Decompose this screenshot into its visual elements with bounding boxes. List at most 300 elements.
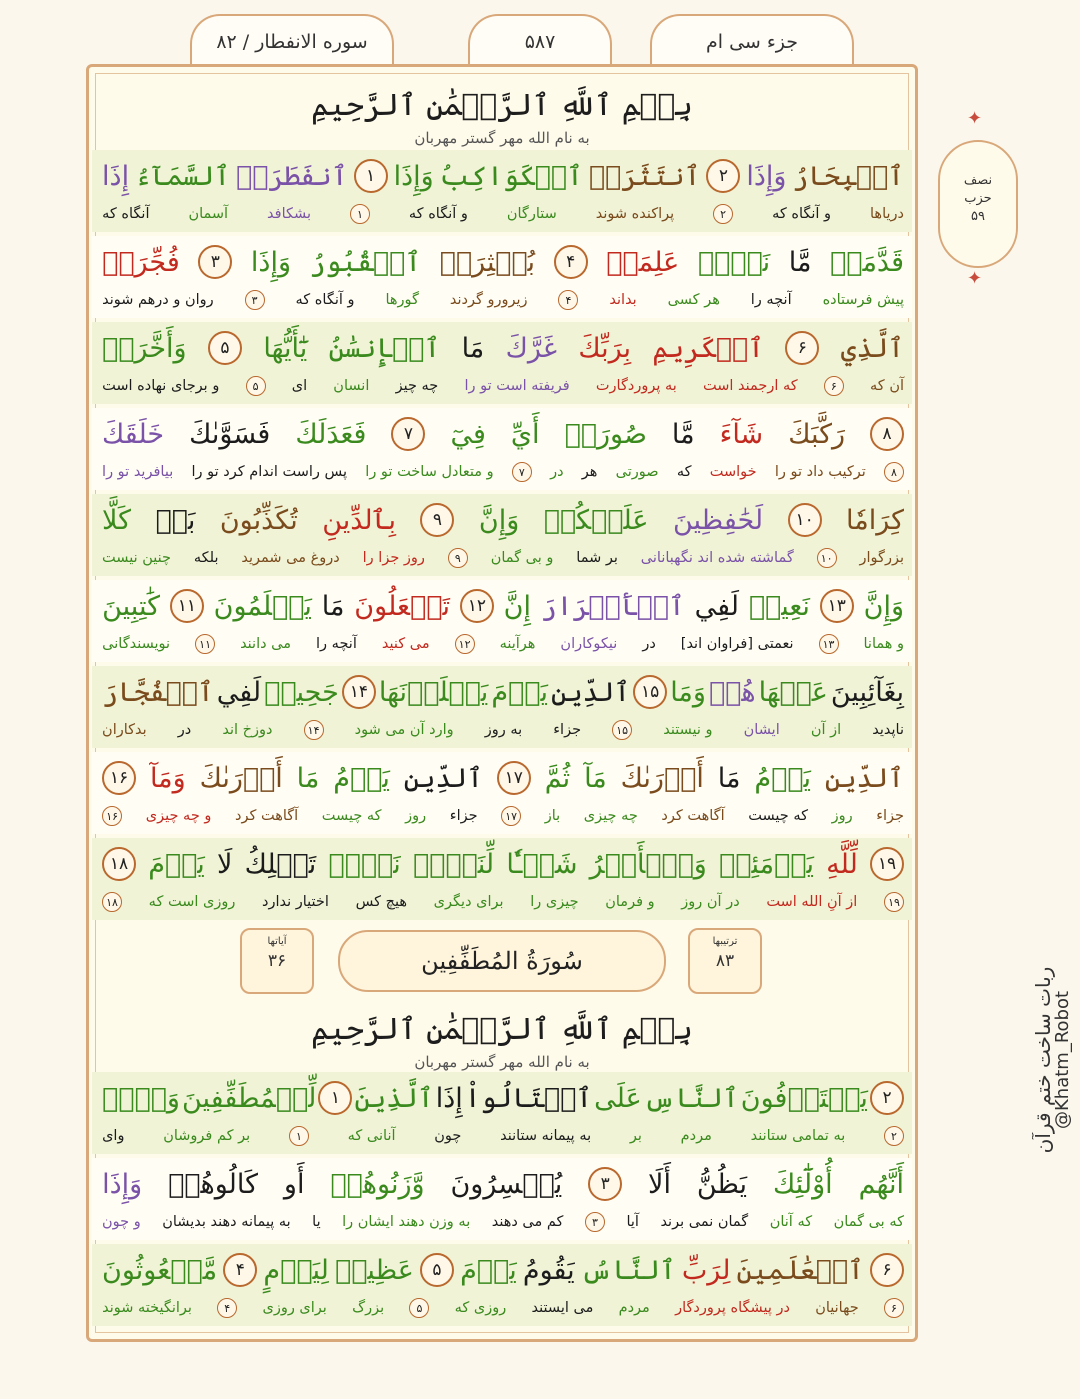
arabic-word: أَو <box>283 1168 305 1200</box>
arabic-word: تَفۡعَلُونَ <box>354 590 450 622</box>
arabic-word: بِرَبِّكَ <box>578 332 632 364</box>
translation-word: چون <box>434 1128 462 1144</box>
arabic-word: صُورَةٖ <box>564 418 647 450</box>
translation-word: نویسندگانی <box>102 636 171 652</box>
arabic-word: وَٱلۡأَمۡرُ <box>589 848 707 880</box>
arabic-word: إِذَا <box>435 1082 463 1114</box>
arabic-word: ٱلنَّاسِ <box>643 1082 739 1114</box>
translation-word: و آنگاه که <box>772 206 832 222</box>
translation-word: بر شما <box>576 550 618 566</box>
translation-word: به روز <box>484 722 523 738</box>
translation-word: هر <box>581 464 598 480</box>
arabic-word: جَحِيمٖ <box>264 676 339 708</box>
translation-word: برای روزی <box>262 1300 327 1316</box>
verse-number-marker: ۴ <box>554 245 588 279</box>
arabic-word: عَنۡهَا <box>758 676 828 708</box>
arabic-word: مَّبۡعُوثُونَ <box>102 1254 218 1286</box>
verse-number-marker: ۱۷ <box>497 761 531 795</box>
arabic-word: مَا <box>321 590 345 622</box>
verse-number-marker-small: ۹ <box>448 548 468 568</box>
bismillah-arabic: بِسۡمِ ٱللَّهِ ٱلرَّحۡمَٰنِ ٱلرَّحِيمِ <box>311 1012 693 1047</box>
translation-word: دروغ می شمرید <box>241 550 340 566</box>
translation-word: به پروردگارت <box>595 378 677 394</box>
translation-word: زیرورو گردند <box>449 292 528 308</box>
hizb-line2: حزب <box>964 191 992 206</box>
verse-number-marker-small: ۷ <box>512 462 532 482</box>
arabic-word: بُعۡثِرَتۡ <box>439 246 536 278</box>
translation-line <box>102 630 904 658</box>
arabic-word: تَمۡلِكُ <box>244 848 317 880</box>
arabic-word: مَا <box>461 332 485 364</box>
translation-word: بیافرید تو را <box>102 464 174 480</box>
translation-word: گماشته شده اند نگهبانانی <box>640 550 794 566</box>
translation-line <box>102 1208 904 1236</box>
verse-row <box>92 236 912 318</box>
verse-number-marker-small: ۲ <box>884 1126 904 1146</box>
translation-word: بشکافد <box>267 206 311 222</box>
translation-word: که آنان <box>769 1214 813 1230</box>
arabic-word: ٱلدِّينِ <box>551 676 631 708</box>
verse-row <box>92 494 912 576</box>
translation-word: یا <box>312 1214 321 1230</box>
translation-word: فریفته است تو را <box>464 378 570 394</box>
translation-word: ترکیب داد تو را <box>774 464 866 480</box>
translation-word: هر کسی <box>667 292 720 308</box>
surah-ayat-number: ۳۶ <box>267 951 287 971</box>
arabic-word: كِرَامٗا <box>846 504 904 536</box>
translation-word: در <box>177 722 192 738</box>
verse-number-marker: ۱۲ <box>460 589 494 623</box>
translation-word: و بی گمان <box>490 550 554 566</box>
translation-line <box>102 458 904 486</box>
translation-word: و نیستند <box>663 722 713 738</box>
verse-number-marker-small: ۲ <box>713 204 733 224</box>
surah-name: سُورَةُ المُطَفِّفِين <box>338 930 666 992</box>
arabic-word: كَٰتِبِينَ <box>102 590 160 622</box>
arabic-word: تُكَذِّبُونَ <box>219 504 298 536</box>
translation-word: و چه چیزی <box>145 808 212 824</box>
arabic-word: أَلَا <box>648 1168 671 1200</box>
arabic-word: لَفِي <box>216 676 262 708</box>
arabic-word: وَإِنَّ <box>863 590 904 622</box>
translation-word: روز <box>405 808 427 824</box>
translation-word: جزاء <box>876 808 904 824</box>
hizb-line1: نصف <box>963 173 993 188</box>
watermark-handle: @Khatm_Robot <box>1052 990 1072 1130</box>
surah-order-number: ۸۳ <box>715 951 735 971</box>
translation-word: دریاها <box>870 206 904 222</box>
arabic-word: يَسۡتَوۡفُونَ <box>740 1082 868 1114</box>
watermark-side <box>1032 840 1072 1280</box>
arabic-line <box>102 1160 904 1208</box>
translation-word: که ارجمند است <box>702 378 798 394</box>
arabic-word: وَمَا <box>670 676 706 708</box>
translation-word: جزاء <box>449 808 478 824</box>
verse-row <box>92 408 912 490</box>
translation-word: وای <box>102 1128 125 1144</box>
translation-word: به پیمانه ستانند <box>500 1128 592 1144</box>
verse-row <box>92 752 912 834</box>
bismillah-block <box>90 84 914 148</box>
translation-word: و برجای نهاده است <box>102 378 220 394</box>
ornament-icon: ✦ <box>967 268 983 289</box>
translation-word: آنانی که <box>347 1128 396 1144</box>
translation-word: پس راست اندام کرد تو را <box>191 464 348 480</box>
arabic-word: ٱلَّذِي <box>840 332 904 364</box>
translation-word: مردم <box>618 1300 650 1316</box>
translation-word: و آنگاه که <box>295 292 355 308</box>
translation-line <box>102 888 904 916</box>
arabic-word: يَوۡمَ <box>148 848 205 880</box>
verse-number-marker: ۶ <box>870 1253 904 1287</box>
translation-line <box>102 286 904 314</box>
arabic-word: يُخۡسِرُونَ <box>450 1168 563 1200</box>
arabic-word: إِذَا <box>102 160 130 192</box>
arabic-word: عَلَى <box>594 1082 642 1114</box>
arabic-word: أُوْلَٰٓئِكَ <box>772 1168 833 1200</box>
arabic-word: رَكَّبَكَ <box>788 418 845 450</box>
arabic-word: مَّا <box>671 418 695 450</box>
verse-number-marker-small: ۱۲ <box>455 634 475 654</box>
translation-word: روزی که <box>454 1300 507 1316</box>
arabic-word: وَإِذَا <box>393 160 434 192</box>
verse-number-marker-small: ۱ <box>289 1126 309 1146</box>
translation-word: هیچ کس <box>355 894 407 910</box>
arabic-word: نَفۡسٞ <box>328 848 401 880</box>
arabic-word: عَظِيمٖ <box>335 1254 414 1286</box>
translation-word: و فرمان <box>605 894 655 910</box>
verse-number-marker: ۱ <box>354 159 388 193</box>
surah-order-box <box>688 928 762 994</box>
translation-word: دوزخ اند <box>222 722 273 738</box>
translation-word: بزرگ <box>352 1300 385 1316</box>
translation-word: و متعادل ساخت تو را <box>365 464 494 480</box>
hizb-marker <box>938 140 1018 268</box>
arabic-word: لِّنَفۡسٖ <box>412 848 495 880</box>
arabic-word: وَإِذَا <box>102 1168 143 1200</box>
translation-line <box>102 1122 904 1150</box>
page-number-tab <box>468 14 612 68</box>
translation-word: و چون <box>102 1214 141 1230</box>
translation-word: برای دیگری <box>433 894 504 910</box>
translation-word: روز <box>831 808 853 824</box>
arabic-word: ٱلۡبِحَارُ <box>792 160 904 192</box>
translation-word: جزاء <box>553 722 582 738</box>
verse-number-marker: ۲ <box>706 159 740 193</box>
translation-word: خواست <box>709 464 757 480</box>
translation-word: انسان <box>333 378 370 394</box>
verse-number-marker-small: ۱۵ <box>612 720 632 740</box>
arabic-word: يَظُنُّ <box>696 1168 748 1200</box>
surah-ref-tab <box>190 14 394 68</box>
arabic-word: مَا <box>296 762 320 794</box>
arabic-word: يَوۡمَ <box>460 1254 517 1286</box>
arabic-word: مَآ <box>584 762 607 794</box>
verse-number-marker-small: ۴ <box>217 1298 237 1318</box>
surah-ref-label: سوره الانفطار / ۸۲ <box>216 31 368 53</box>
verse-number-marker: ۳ <box>198 245 232 279</box>
translation-word: روز جزا را <box>362 550 425 566</box>
translation-word: از آن <box>810 722 842 738</box>
translation-word: و همانا <box>863 636 904 652</box>
translation-word: ای <box>291 378 308 394</box>
arabic-word: شَآءَ <box>719 418 764 450</box>
arabic-word: يَعۡلَمُونَ <box>213 590 312 622</box>
verse-number-marker-small: ۸ <box>884 462 904 482</box>
arabic-line <box>102 1246 904 1294</box>
arabic-word: يَقُومُ <box>522 1254 575 1286</box>
translation-word: می کنید <box>381 636 430 652</box>
translation-word: در <box>550 464 564 480</box>
watermark-persian: ربات ساخت ختم قرآن <box>1032 966 1055 1154</box>
arabic-word: أَنَّهُم <box>858 1168 904 1200</box>
verse-number-marker-small: ۱۴ <box>304 720 324 740</box>
verse-number-marker: ۱۸ <box>102 847 136 881</box>
verse-number-marker-small: ۶ <box>824 376 844 396</box>
bismillah-arabic: بِسۡمِ ٱللَّهِ ٱلرَّحۡمَٰنِ ٱلرَّحِيمِ <box>311 88 693 123</box>
translation-word: که بی گمان <box>833 1214 904 1230</box>
bismillah-persian: به نام الله مهر گستر مهربان <box>414 1053 590 1071</box>
arabic-word: ٱنفَطَرَتۡ <box>236 160 348 192</box>
surah-header <box>210 922 790 1002</box>
arabic-word: ٱلۡإِنسَٰنُ <box>328 332 441 364</box>
arabic-word: بِٱلدِّينِ <box>322 504 396 536</box>
arabic-word: ٱلنَّاسُ <box>580 1254 676 1286</box>
translation-word: نیکوکاران <box>560 636 618 652</box>
translation-word: پراکنده شوند <box>595 206 675 222</box>
arabic-word: يَوۡمُ <box>754 762 811 794</box>
translation-word: باز <box>544 808 561 824</box>
arabic-line <box>102 840 904 888</box>
verse-number-marker-small: ۱۱ <box>195 634 215 654</box>
translation-word: چیزی را <box>530 894 579 910</box>
translation-word: پیش فرستاده <box>822 292 904 308</box>
translation-word: که چیست <box>321 808 382 824</box>
arabic-line <box>102 1074 904 1122</box>
verse-number-marker: ۳ <box>588 1167 622 1201</box>
ornament-icon: ✦ <box>967 108 983 129</box>
arabic-word: ٱلدِّينِ <box>403 762 483 794</box>
translation-word: آنگاه که <box>102 206 150 222</box>
translation-word: بر کم فروشان <box>163 1128 251 1144</box>
verse-number-marker-small: ۱۷ <box>501 806 521 826</box>
verse-number-marker: ۱۹ <box>870 847 904 881</box>
arabic-word: وَإِذَا <box>746 160 787 192</box>
arabic-word: فَعَدَلَكَ <box>295 418 367 450</box>
verse-number-marker-small: ۵ <box>409 1298 429 1318</box>
verse-number-marker: ۷ <box>391 417 425 451</box>
arabic-word: يَوۡمَ <box>491 676 548 708</box>
verse-row <box>92 322 912 404</box>
translation-word: صورتی <box>615 464 659 480</box>
translation-word: جهانیان <box>815 1300 859 1316</box>
arabic-word: قَدَّمَتۡ <box>830 246 904 278</box>
translation-line <box>102 802 904 830</box>
verse-row <box>92 666 912 748</box>
translation-word: که چیست <box>748 808 809 824</box>
arabic-word: هُمۡ <box>708 676 756 708</box>
translation-word: کم می دهند <box>491 1214 564 1230</box>
arabic-word: لِّلَّهِ <box>826 848 858 880</box>
arabic-word: أَدۡرَىٰكَ <box>620 762 704 794</box>
verse-number-marker: ۵ <box>208 331 242 365</box>
translation-line <box>102 716 904 744</box>
verse-number-marker-small: ۱۳ <box>819 634 839 654</box>
arabic-word: عَلِمَتۡ <box>606 246 680 278</box>
translation-word: در پیشگاه پروردگار <box>675 1300 790 1316</box>
arabic-word: لَحَٰفِظِينَ <box>672 504 764 536</box>
arabic-word: يَوۡمَئِذٖ <box>719 848 814 880</box>
translation-word: نعمتی [فراوان اند] <box>680 636 794 652</box>
verse-number-marker: ۵ <box>420 1253 454 1287</box>
verse-number-marker-small: ۱۸ <box>102 892 122 912</box>
translation-word: آنچه را <box>316 636 357 652</box>
translation-word: آنچه را <box>750 292 792 308</box>
translation-word: بزرگوار <box>859 550 904 566</box>
translation-word: بدکاران <box>102 722 147 738</box>
arabic-line <box>102 238 904 286</box>
hizb-line3: ۵۹ <box>971 209 985 224</box>
verse-number-marker: ۴ <box>223 1253 257 1287</box>
verse-number-marker: ۱۴ <box>342 675 376 709</box>
verse-number-marker: ۱ <box>318 1081 352 1115</box>
translation-word: هرآینه <box>499 636 536 652</box>
verse-number-marker-small: ۶ <box>884 1298 904 1318</box>
arabic-word: كَلَّا <box>102 504 132 536</box>
verse-number-marker-small: ۱۰ <box>817 548 837 568</box>
verse-number-marker: ۸ <box>870 417 904 451</box>
translation-word: ایشان <box>743 722 780 738</box>
arabic-word: ٱنتَثَرَتۡ <box>588 160 701 192</box>
verse-number-marker: ۱۵ <box>633 675 667 709</box>
arabic-line <box>102 410 904 458</box>
verse-number-marker: ۱۳ <box>820 589 854 623</box>
arabic-word: وَيۡلٞ <box>102 1082 180 1114</box>
verse-number-marker-small: ۱۹ <box>884 892 904 912</box>
translation-line <box>102 372 904 400</box>
arabic-word: وَإِذَا <box>250 246 291 278</box>
arabic-word: ٱلۡعَٰلَمِينَ <box>736 1254 864 1286</box>
translation-word: بلکه <box>193 550 219 566</box>
translation-word: آگاهت کرد <box>661 808 725 824</box>
translation-word: در آن روز <box>681 894 740 910</box>
translation-word: آن که <box>870 378 904 394</box>
translation-word: گورها <box>385 292 419 308</box>
translation-word: اختیار ندارد <box>262 894 329 910</box>
verse-row <box>92 1244 912 1326</box>
arabic-word: خَلَقَكَ <box>102 418 165 450</box>
arabic-word: نَفۡسٞ <box>697 246 771 278</box>
arabic-word: شَيۡـٔٗا <box>506 848 578 880</box>
translation-word: آسمان <box>188 206 229 222</box>
verse-row <box>92 150 912 232</box>
translation-word: به تمامی ستانند <box>750 1128 846 1144</box>
translation-word: روزی است که <box>148 894 236 910</box>
verse-number-marker: ۹ <box>420 503 454 537</box>
arabic-word: لَفِي <box>694 590 739 622</box>
arabic-word: ٱلۡكَوَاكِبُ <box>439 160 583 192</box>
arabic-word: أَيِّ <box>510 418 540 450</box>
arabic-word: وَإِنَّ <box>478 504 520 536</box>
arabic-word: لِّلۡمُطَفِّفِينَ <box>181 1082 317 1114</box>
arabic-word: ٱلسَّمَآءُ <box>135 160 231 192</box>
arabic-word: يَٰٓأَيُّهَا <box>263 332 308 364</box>
translation-word: چه چیزی <box>583 808 638 824</box>
arabic-line <box>102 152 904 200</box>
bismillah-persian: به نام الله مهر گستر مهربان <box>414 129 590 147</box>
arabic-word: وَمَآ <box>149 762 186 794</box>
arabic-word: إِنَّ <box>503 590 531 622</box>
translation-word: به پیمانه دهند بدیشان <box>162 1214 291 1230</box>
arabic-word: وَأَخَّرَتۡ <box>102 332 187 364</box>
watermark-svg <box>1032 840 1072 1280</box>
translation-line <box>102 200 904 228</box>
arabic-word: أَدۡرَىٰكَ <box>199 762 283 794</box>
translation-word: چه چیز <box>395 378 439 394</box>
arabic-word: لَا <box>217 848 233 880</box>
verse-number-marker-small: ۳ <box>585 1212 605 1232</box>
arabic-word: فَسَوَّىٰكَ <box>189 418 271 450</box>
arabic-word: بَلۡ <box>155 504 196 536</box>
arabic-line <box>102 324 904 372</box>
arabic-word: بِغَآئِبِينَ <box>830 676 904 708</box>
translation-line <box>102 544 904 572</box>
verse-number-marker-small: ۵ <box>246 376 266 396</box>
arabic-word: ٱلۡكَرِيمِ <box>652 332 764 364</box>
arabic-word: ٱلۡقُبُورُ <box>309 246 422 278</box>
juz-label: جزء سی ام <box>705 31 799 53</box>
verse-number-marker-small: ۴ <box>558 290 578 310</box>
bismillah-block-2 <box>90 1008 914 1072</box>
translation-word: بداند <box>609 292 637 308</box>
translation-word: چنین نیست <box>102 550 171 566</box>
translation-word: گمان نمی برند <box>660 1214 749 1230</box>
translation-word: و آنگاه که <box>408 206 468 222</box>
arabic-word: كَالُوهُمۡ <box>168 1168 258 1200</box>
arabic-word: مَّا <box>788 246 812 278</box>
translation-word: برانگیخته شوند <box>102 1300 192 1316</box>
arabic-word: عَلَيۡكُمۡ <box>543 504 649 536</box>
verse-row <box>92 1158 912 1240</box>
verse-number-marker: ۱۱ <box>170 589 204 623</box>
verse-row <box>92 838 912 920</box>
translation-word: می ایستند <box>531 1300 594 1316</box>
translation-word: ناپدید <box>872 722 904 738</box>
arabic-word: مَا <box>717 762 741 794</box>
translation-word: که <box>676 464 692 480</box>
arabic-line <box>102 582 904 630</box>
arabic-word: يَوۡمُ <box>333 762 390 794</box>
translation-word: آگاهت کرد <box>234 808 299 824</box>
translation-word: آیا <box>626 1214 639 1230</box>
verse-number-marker-small: ۳ <box>245 290 265 310</box>
surah-order-label: ترتیبها <box>712 936 738 947</box>
arabic-word: يَصۡلَوۡنَهَا <box>378 676 489 708</box>
translation-word: می دانند <box>240 636 292 652</box>
verse-number-marker: ۱۰ <box>788 503 822 537</box>
arabic-word: ٱلۡفُجَّارَ <box>102 676 214 708</box>
translation-line <box>102 1294 904 1322</box>
page-number: ۵۸۷ <box>524 31 556 53</box>
translation-word: بر <box>629 1128 642 1144</box>
translation-word: روان و درهم شوند <box>102 292 214 308</box>
arabic-line <box>102 496 904 544</box>
arabic-word: ٱلۡأَبۡرَارَ <box>540 590 685 622</box>
arabic-word: ٱكۡتَالُواْ <box>464 1082 593 1114</box>
arabic-word: غَرَّكَ <box>505 332 557 364</box>
translation-word: از آنِ الله است <box>766 894 858 910</box>
arabic-word: ٱلَّذِينَ <box>354 1082 434 1114</box>
